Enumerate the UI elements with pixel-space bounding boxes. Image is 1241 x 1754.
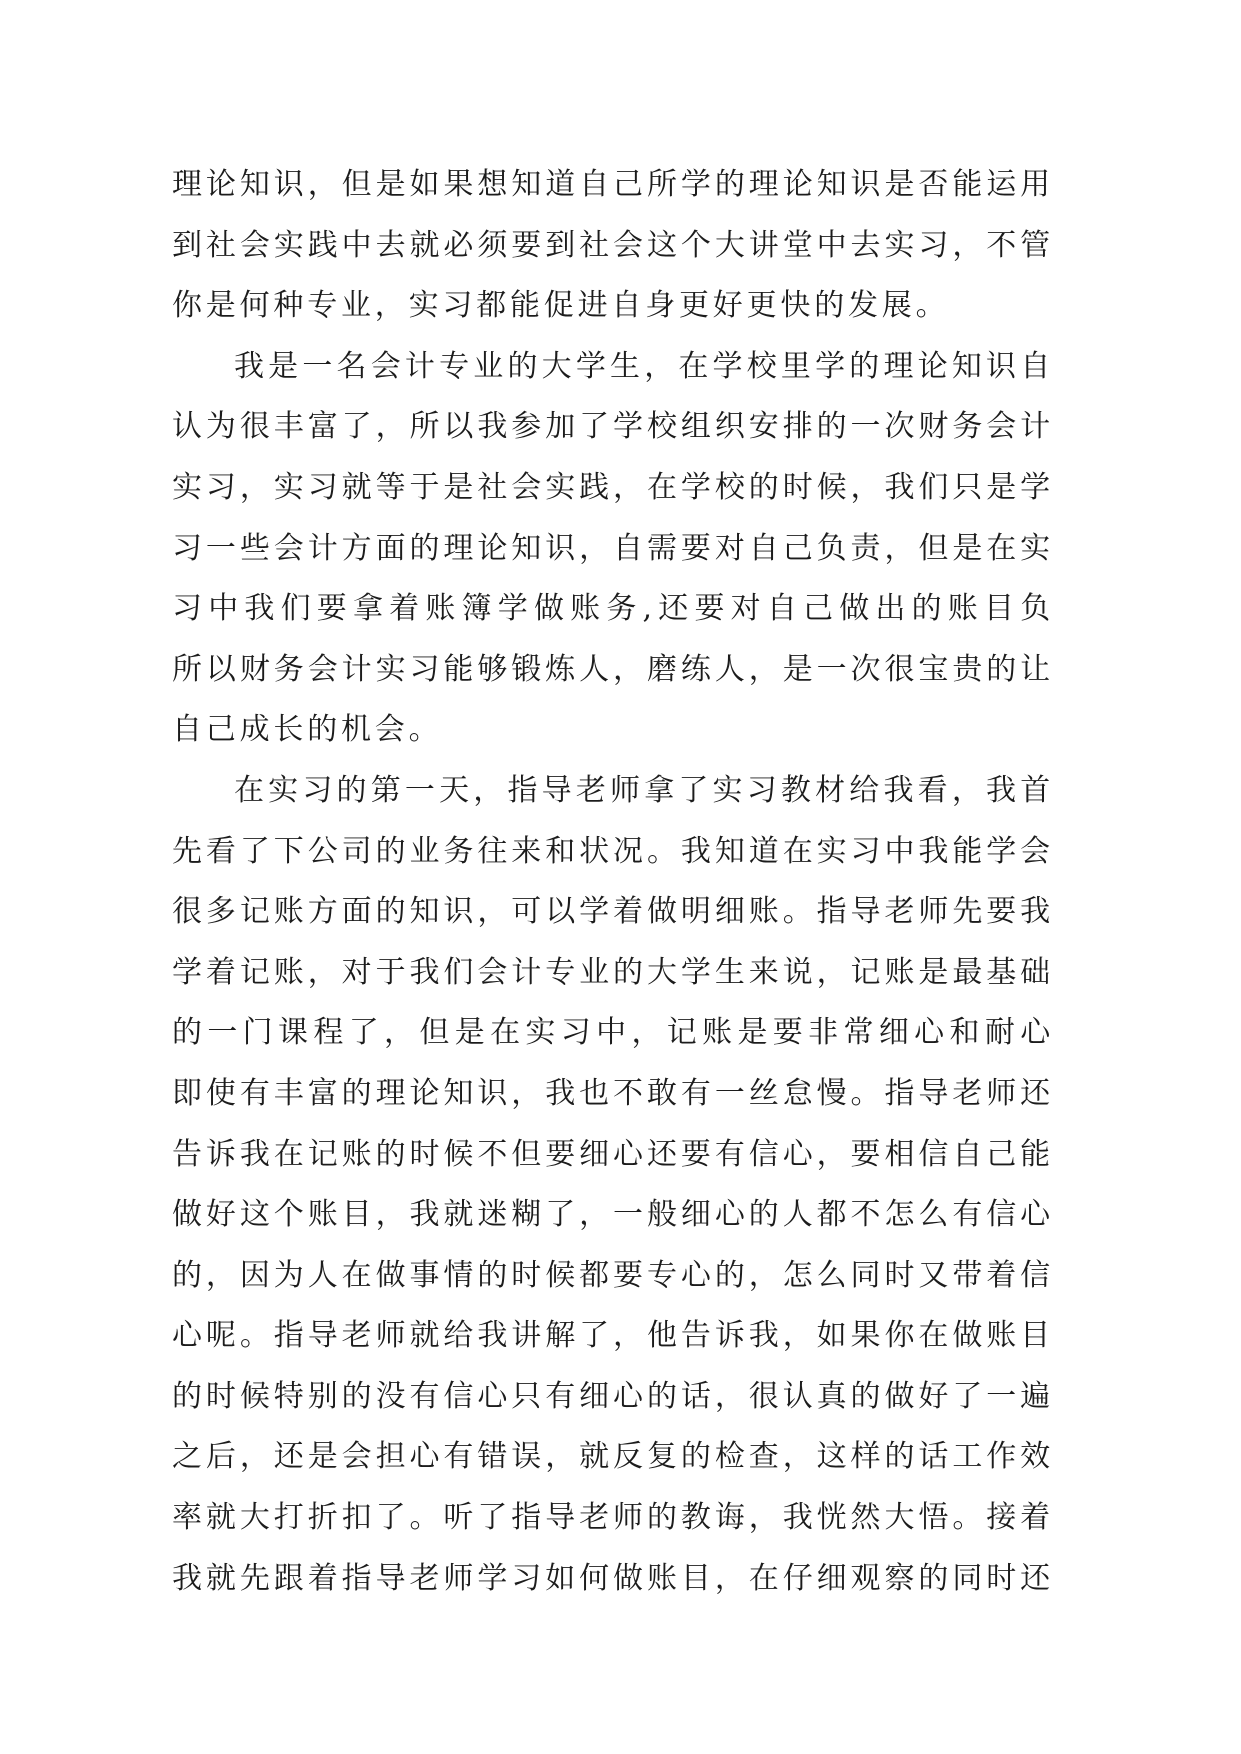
- text-line: 习一些会计方面的理论知识，自需要对自己负责，但是在实: [172, 530, 1054, 566]
- text-line: 的一门课程了，但是在实习中，记账是要非常细心和耐心: [172, 1015, 1054, 1051]
- text-line: 习中我们要拿着账簿学做账务,还要对自己做出的账目负: [172, 591, 1054, 627]
- text-line: 即使有丰富的理论知识，我也不敢有一丝怠慢。指导老师还: [172, 1075, 1054, 1111]
- text-line: 认为很丰富了，所以我参加了学校组织安排的一次财务会计: [172, 409, 1054, 445]
- text-line: 你是何种专业，实习都能促进自身更好更快的发展。: [172, 288, 950, 324]
- text-line: 告诉我在记账的时候不但要细心还要有信心，要相信自己能: [172, 1136, 1054, 1172]
- text-line: 理论知识，但是如果想知道自己所学的理论知识是否能运用: [172, 167, 1054, 202]
- paragraph-3: [172, 761, 1054, 1609]
- text-line: 先看了下公司的业务往来和状况。我知道在实习中我能学会: [172, 833, 1054, 869]
- paragraph-2: [172, 337, 1054, 761]
- text-line: 的时候特别的没有信心只有细心的话，很认真的做好了一遍: [172, 1378, 1054, 1414]
- text-line: 做好这个账目，我就迷糊了，一般细心的人都不怎么有信心: [172, 1197, 1054, 1233]
- document-body: [172, 155, 1054, 1609]
- text-line: 我就先跟着指导老师学习如何做账目，在仔细观察的同时还: [172, 1560, 1054, 1596]
- text-line: 所以财务会计实习能够锻炼人，磨练人，是一次很宝贵的让: [172, 651, 1054, 687]
- paragraph-1: [172, 155, 1054, 337]
- text-line: 在实习的第一天，指导老师拿了实习教材给我看，我首: [234, 772, 1054, 808]
- text-line: 我是一名会计专业的大学生，在学校里学的理论知识自: [234, 348, 1054, 384]
- text-line: 之后，还是会担心有错误，就反复的检查，这样的话工作效: [172, 1439, 1054, 1475]
- text-line: 自己成长的机会。: [172, 712, 443, 748]
- text-line: 到社会实践中去就必须要到社会这个大讲堂中去实习，不管: [172, 227, 1054, 263]
- text-line: 实习，实习就等于是社会实践，在学校的时候，我们只是学: [172, 469, 1054, 505]
- text-line: 的，因为人在做事情的时候都要专心的，怎么同时又带着信: [172, 1257, 1054, 1293]
- text-line: 很多记账方面的知识，可以学着做明细账。指导老师先要我: [172, 894, 1054, 930]
- text-line: 率就大打折扣了。听了指导老师的教诲，我恍然大悟。接着: [172, 1500, 1054, 1536]
- text-line: 心呢。指导老师就给我讲解了，他告诉我，如果你在做账目: [172, 1318, 1054, 1354]
- text-line: 学着记账，对于我们会计专业的大学生来说，记账是最基础: [172, 954, 1054, 990]
